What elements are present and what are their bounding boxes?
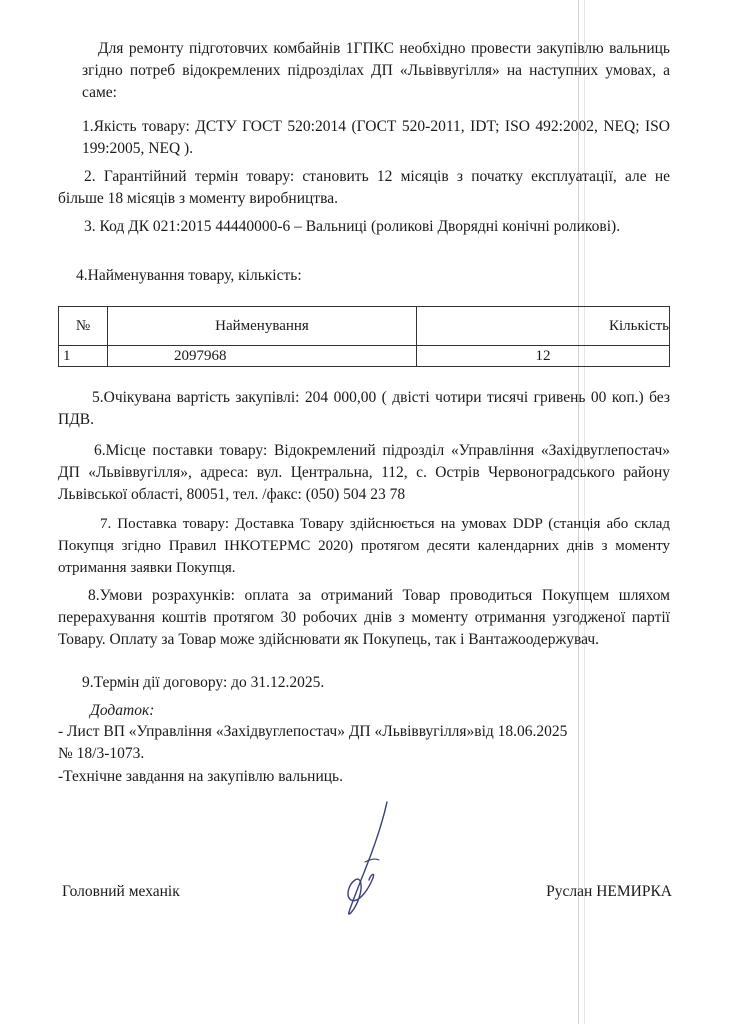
item-quality: 1.Якість товару: ДСТУ ГОСТ 520:2014 (ГОСТ 520-2011, IDT; ISO 492:2002, NEQ; ISO 199:2005, NEQ ).	[82, 118, 670, 157]
header-quantity: Кількість	[417, 307, 670, 346]
item-delivery-place: 6.Місце поставки товару: Відокремлений підрозділ «Управління «Західвуглепостач» ДП «Львіввугілля», адреса: вул. Центральна, 112, с. Острів Червоноградського району Львівської області, 80051, тел. /факс: (050) 504 23 78	[58, 442, 670, 503]
handwritten-signature	[335, 800, 405, 920]
row-name: 2097968	[108, 346, 417, 367]
signer-name: Руслан НЕМИРКА	[546, 883, 672, 900]
appendix-line-3: -Технічне завдання на закупівлю вальниць.	[58, 768, 343, 785]
item-goods-name: 4.Найменування товару, кількість:	[76, 267, 302, 284]
table-row	[59, 346, 670, 367]
appendix-title: Додаток:	[90, 702, 155, 719]
item-contract-term: 9.Термін дії договору: до 31.12.2025.	[82, 674, 325, 691]
item-delivery: 7. Поставка товару: Доставка Товару здійснюється на умовах DDP (станція або склад Покупця згідно Правил ІНКОТЕРМС 2020) протягом десяти календарних днів з моменту отримання заявки Покупця.	[58, 516, 670, 576]
appendix-line-1: - Лист ВП «Управління «Західвуглепостач» ДП «Львіввугілля»від 18.06.2025	[58, 723, 568, 740]
header-name: Найменування	[108, 307, 417, 346]
intro-paragraph: Для ремонту підготовчих комбайнів 1ГПКС необхідно провести закупівлю вальниць згідно потреб відокремлених підрозділах ДП «Львіввугілля» на наступних умовах, а саме:	[82, 40, 670, 101]
table-header-row	[59, 307, 670, 346]
item-payment: 8.Умови розрахунків: оплата за отриманий Товар проводиться Покупцем шляхом перерахування коштів протягом 30 робочих днів з моменту отримання узгодженої партії Товару. Оплату за Товар може здійснювати як Покупець, так і Вантажоодержувач.	[58, 587, 670, 648]
item-cost: 5.Очікувана вартість закупівлі: 204 000,00 ( двісті чотири тисячі гривень 00 коп.) без ПДВ.	[58, 389, 670, 428]
row-number: 1	[59, 346, 108, 367]
item-dk-code: 3. Код ДК 021:2015 44440000-6 – Вальниці (роликові Дворядні конічні роликові).	[84, 218, 621, 235]
signer-position: Головний механік	[62, 883, 180, 900]
goods-table	[58, 306, 670, 367]
header-number: №	[59, 307, 108, 346]
row-quantity: 12	[417, 346, 670, 367]
item-warranty: 2. Гарантійний термін товару: становить 12 місяців з початку експлуатації, але не більше 18 місяців з моменту виробництва.	[58, 168, 670, 207]
appendix-line-2: № 18/3-1073.	[58, 745, 145, 762]
